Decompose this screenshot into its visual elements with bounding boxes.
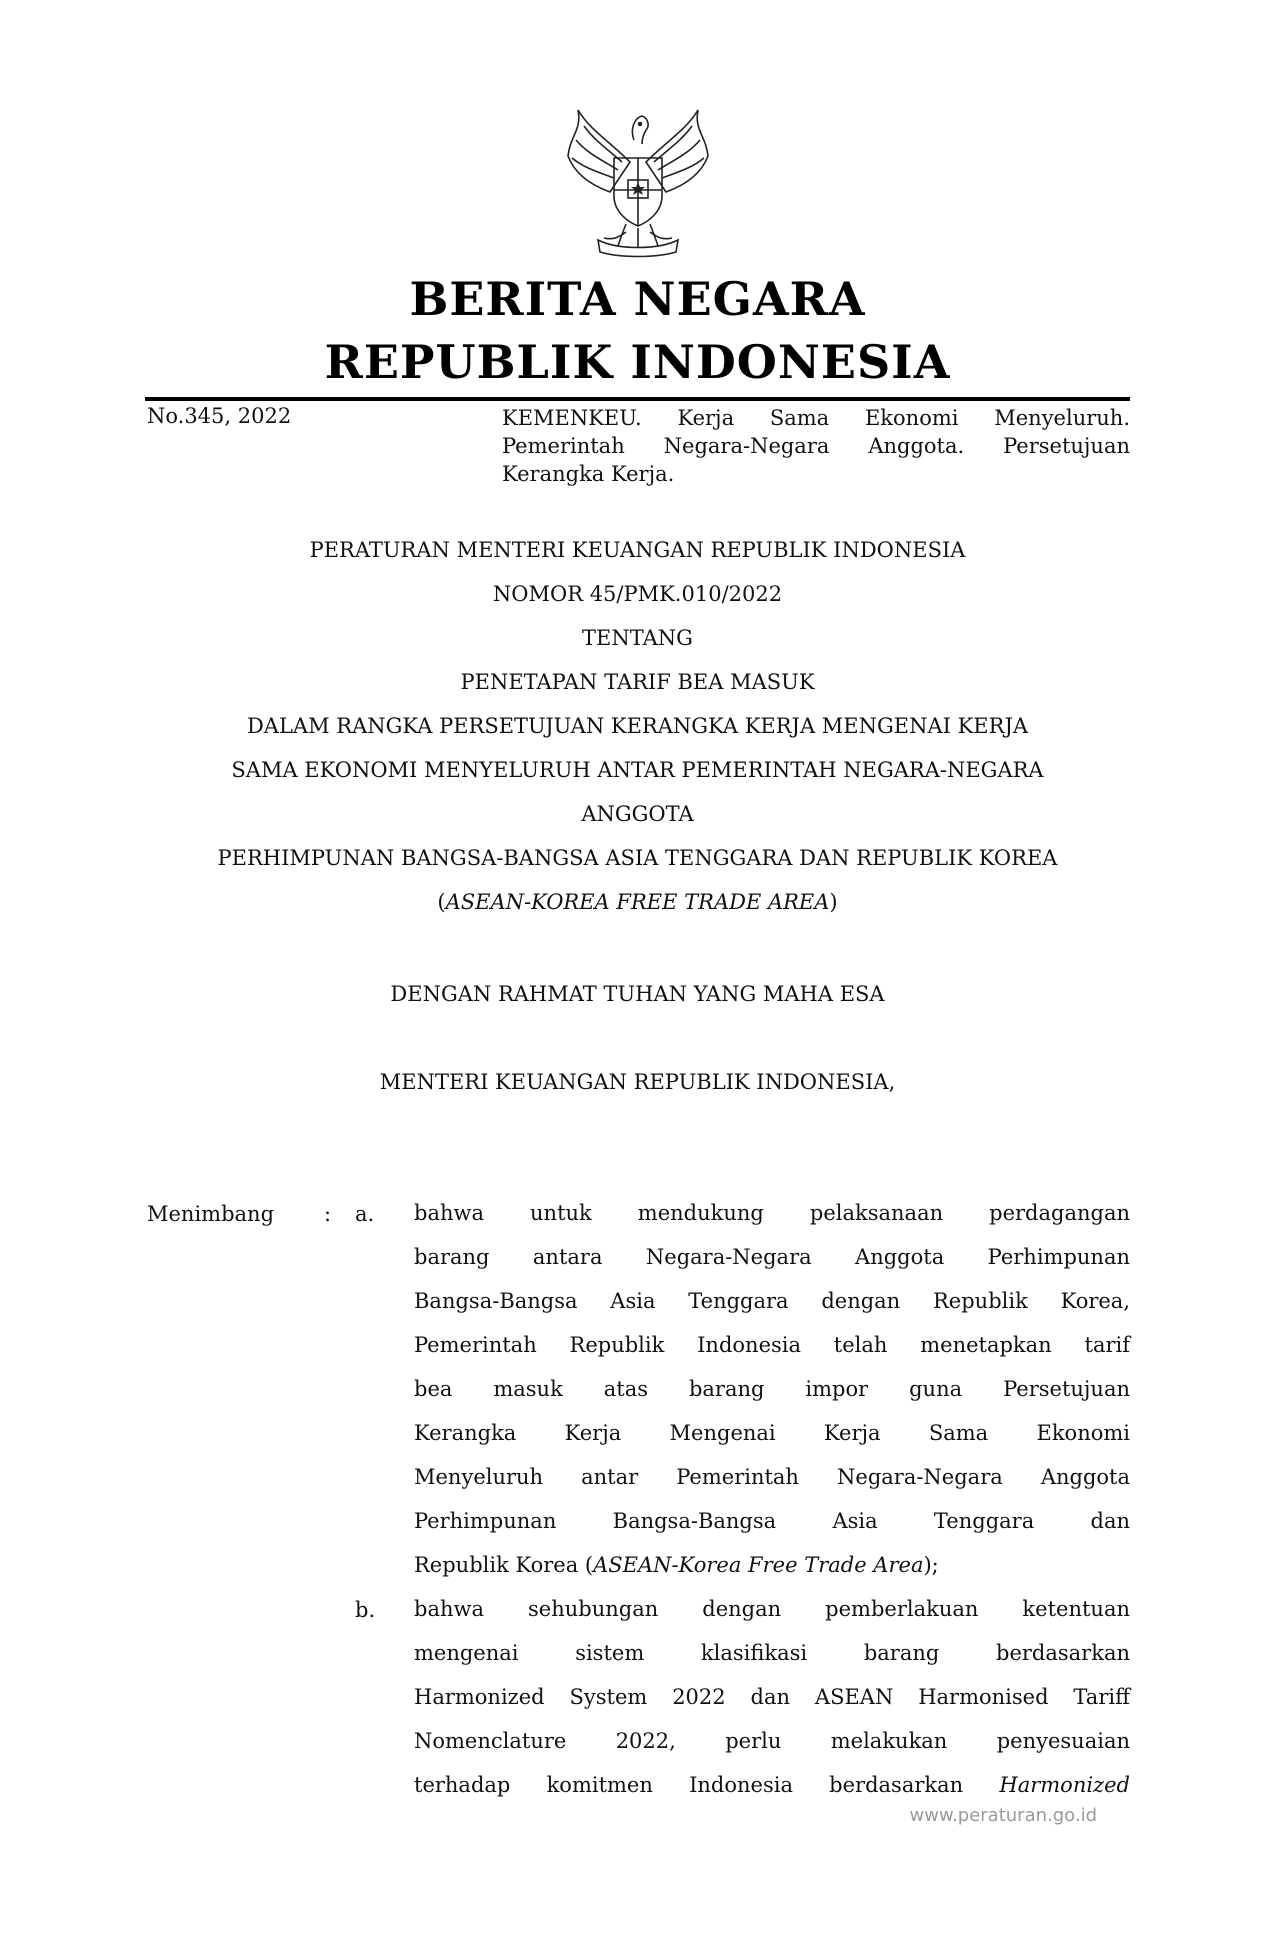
- paragraph-line: Pemerintah Republik Indonesia telah menetapkan tarif: [414, 1333, 1130, 1357]
- paragraph-line: terhadap komitmen Indonesia berdasarkan Harmonized: [414, 1773, 1130, 1797]
- subject-line: Kerangka Kerja.: [502, 462, 675, 486]
- paragraph-line: Kerangka Kerja Mengenai Kerja Sama Ekonomi: [414, 1421, 1130, 1445]
- paragraph-line: barang antara Negara-Negara Anggota Perhimpunan: [414, 1245, 1130, 1269]
- regulation-subject-line: ANGGOTA: [581, 802, 694, 826]
- garuda-emblem-icon: [548, 100, 728, 260]
- consideration-item-a: [414, 1191, 1130, 1587]
- masthead-subtitle: REPUBLIK INDONESIA: [324, 335, 951, 389]
- subject-line: KEMENKEU. Kerja Sama Ekonomi Menyeluruh.: [502, 406, 1130, 430]
- item-marker-b: b.: [355, 1598, 376, 1622]
- regulation-subject-line: PENETAPAN TARIF BEA MASUK: [460, 670, 815, 694]
- paragraph-line: Republik Korea (ASEAN-Korea Free Trade Area);: [414, 1553, 939, 1577]
- paragraph-line: Nomenclature 2022, perlu melakukan penyesuaian: [414, 1729, 1130, 1753]
- website-footer: www.peraturan.go.id: [909, 1805, 1097, 1826]
- item-marker-a: a.: [355, 1202, 375, 1226]
- paragraph-line: bahwa sehubungan dengan pemberlakuan ketentuan: [414, 1597, 1130, 1621]
- regulation-subject-line: [140, 890, 1135, 914]
- masthead-title: BERITA NEGARA: [409, 272, 866, 326]
- paragraph-line: mengenai sistem klasifikasi barang berdasarkan: [414, 1641, 1130, 1665]
- agreement-name: ASEAN-KOREA FREE TRADE AREA: [445, 890, 830, 914]
- regulation-title: PERATURAN MENTERI KEUANGAN REPUBLIK INDONESIA: [309, 538, 966, 562]
- regulation-subject-line: DALAM RANGKA PERSETUJUAN KERANGKA KERJA MENGENAI KERJA: [246, 714, 1029, 738]
- regulation-subject-line: PERHIMPUNAN BANGSA-BANGSA ASIA TENGGARA DAN REPUBLIK KOREA: [217, 846, 1058, 870]
- paragraph-line: Perhimpunan Bangsa-Bangsa Asia Tenggara dan: [414, 1509, 1130, 1533]
- regulation-about-label: TENTANG: [582, 626, 693, 650]
- masthead-divider: [145, 397, 1130, 401]
- issue-subject: [502, 404, 1130, 488]
- considerations-label: Menimbang: [147, 1202, 275, 1226]
- paragraph-line: Menyeluruh antar Pemerintah Negara-Negara Anggota: [414, 1465, 1130, 1489]
- paragraph-line: bahwa untuk mendukung pelaksanaan perdagangan: [414, 1201, 1130, 1225]
- paren-close: ): [829, 890, 838, 914]
- invocation: DENGAN RAHMAT TUHAN YANG MAHA ESA: [390, 982, 885, 1006]
- issuer: MENTERI KEUANGAN REPUBLIK INDONESIA,: [379, 1070, 896, 1094]
- considerations-colon: :: [324, 1202, 332, 1226]
- regulation-subject-line: SAMA EKONOMI MENYELURUH ANTAR PEMERINTAH NEGARA-NEGARA: [231, 758, 1044, 782]
- paragraph-line: bea masuk atas barang impor guna Persetujuan: [414, 1377, 1130, 1401]
- subject-line: Pemerintah Negara-Negara Anggota. Persetujuan: [502, 434, 1130, 458]
- paren-open: (: [437, 890, 446, 914]
- paragraph-line: Harmonized System 2022 dan ASEAN Harmonised Tariff: [414, 1685, 1130, 1709]
- paragraph-line: Bangsa-Bangsa Asia Tenggara dengan Republik Korea,: [414, 1289, 1130, 1313]
- regulation-number: NOMOR 45/PMK.010/2022: [492, 582, 783, 606]
- consideration-item-b: [414, 1587, 1130, 1807]
- issue-number: No.345, 2022: [147, 404, 292, 428]
